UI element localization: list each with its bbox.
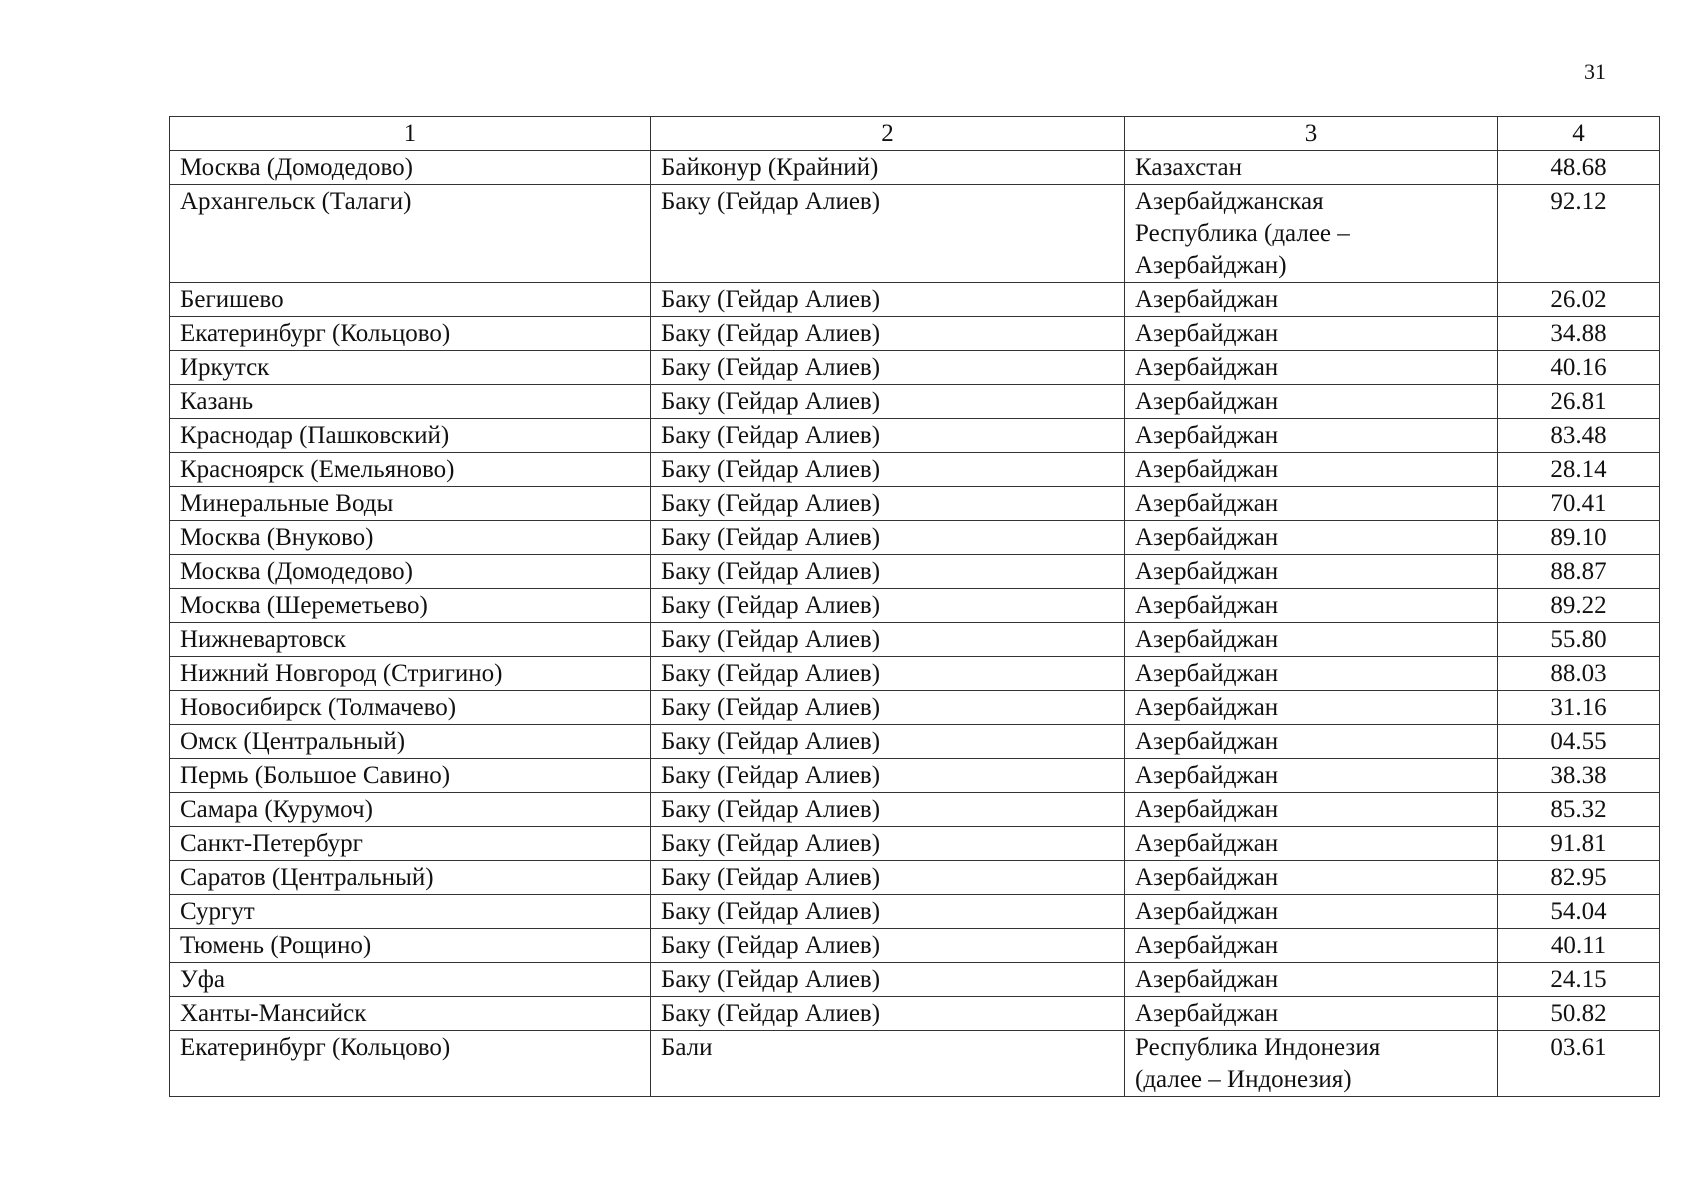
table-row xyxy=(170,963,1660,997)
value-cell: 82.95 xyxy=(1498,861,1660,895)
departure-cell: Саратов (Центральный) xyxy=(170,861,651,895)
departure-cell: Сургут xyxy=(170,895,651,929)
destination-cell: Баку (Гейдар Алиев) xyxy=(651,997,1125,1031)
country-cell: Азербайджан xyxy=(1125,487,1498,521)
country-cell: Азербайджан xyxy=(1125,895,1498,929)
country-cell: Азербайджан xyxy=(1125,793,1498,827)
departure-cell: Пермь (Большое Савино) xyxy=(170,759,651,793)
country-cell: Азербайджан xyxy=(1125,385,1498,419)
table-row xyxy=(170,997,1660,1031)
country-cell: Азербайджанская Республика (далее – Азербайджан) xyxy=(1125,185,1498,283)
country-cell: Азербайджан xyxy=(1125,317,1498,351)
departure-cell: Красноярск (Емельяново) xyxy=(170,453,651,487)
country-cell: Азербайджан xyxy=(1125,759,1498,793)
departure-cell: Краснодар (Пашковский) xyxy=(170,419,651,453)
country-cell: Азербайджан xyxy=(1125,725,1498,759)
country-cell: Азербайджан xyxy=(1125,861,1498,895)
departure-cell: Тюмень (Рощино) xyxy=(170,929,651,963)
country-cell: Азербайджан xyxy=(1125,929,1498,963)
departure-cell: Омск (Центральный) xyxy=(170,725,651,759)
page-number: 31 xyxy=(1584,59,1606,84)
table-row xyxy=(170,317,1660,351)
destination-cell: Баку (Гейдар Алиев) xyxy=(651,827,1125,861)
value-cell: 92.12 xyxy=(1498,185,1660,283)
table-row xyxy=(170,589,1660,623)
country-cell: Казахстан xyxy=(1125,151,1498,185)
table-row xyxy=(170,1031,1660,1097)
table-row xyxy=(170,453,1660,487)
departure-cell: Екатеринбург (Кольцово) xyxy=(170,1031,651,1097)
table-row xyxy=(170,861,1660,895)
table-row xyxy=(170,351,1660,385)
table-row xyxy=(170,283,1660,317)
value-cell: 26.81 xyxy=(1498,385,1660,419)
table-row xyxy=(170,759,1660,793)
departure-cell: Иркутск xyxy=(170,351,651,385)
value-cell: 28.14 xyxy=(1498,453,1660,487)
table-row xyxy=(170,895,1660,929)
departure-cell: Москва (Внуково) xyxy=(170,521,651,555)
table-row xyxy=(170,657,1660,691)
country-cell: Азербайджан xyxy=(1125,521,1498,555)
departure-cell: Москва (Домодедово) xyxy=(170,151,651,185)
destination-cell: Баку (Гейдар Алиев) xyxy=(651,385,1125,419)
value-cell: 91.81 xyxy=(1498,827,1660,861)
departure-cell: Минеральные Воды xyxy=(170,487,651,521)
table-row xyxy=(170,623,1660,657)
table-row xyxy=(170,385,1660,419)
value-cell: 89.22 xyxy=(1498,589,1660,623)
value-cell: 70.41 xyxy=(1498,487,1660,521)
destination-cell: Баку (Гейдар Алиев) xyxy=(651,759,1125,793)
departure-cell: Нижний Новгород (Стригино) xyxy=(170,657,651,691)
country-cell: Азербайджан xyxy=(1125,351,1498,385)
country-cell: Азербайджан xyxy=(1125,827,1498,861)
value-cell: 88.87 xyxy=(1498,555,1660,589)
departure-cell: Москва (Шереметьево) xyxy=(170,589,651,623)
value-cell: 40.11 xyxy=(1498,929,1660,963)
destination-cell: Бали xyxy=(651,1031,1125,1097)
value-cell: 34.88 xyxy=(1498,317,1660,351)
destination-cell: Баку (Гейдар Алиев) xyxy=(651,555,1125,589)
value-cell: 89.10 xyxy=(1498,521,1660,555)
destination-cell: Баку (Гейдар Алиев) xyxy=(651,453,1125,487)
destination-cell: Баку (Гейдар Алиев) xyxy=(651,895,1125,929)
value-cell: 88.03 xyxy=(1498,657,1660,691)
departure-cell: Архангельск (Талаги) xyxy=(170,185,651,283)
destination-cell: Баку (Гейдар Алиев) xyxy=(651,623,1125,657)
value-cell: 48.68 xyxy=(1498,151,1660,185)
destination-cell: Баку (Гейдар Алиев) xyxy=(651,185,1125,283)
table-row xyxy=(170,555,1660,589)
table-row xyxy=(170,419,1660,453)
value-cell: 83.48 xyxy=(1498,419,1660,453)
destination-cell: Баку (Гейдар Алиев) xyxy=(651,351,1125,385)
destination-cell: Баку (Гейдар Алиев) xyxy=(651,521,1125,555)
country-cell: Азербайджан xyxy=(1125,657,1498,691)
value-cell: 55.80 xyxy=(1498,623,1660,657)
table-row xyxy=(170,521,1660,555)
departure-cell: Москва (Домодедово) xyxy=(170,555,651,589)
column-header-1: 1 xyxy=(170,117,651,151)
destination-cell: Баку (Гейдар Алиев) xyxy=(651,487,1125,521)
destination-cell: Байконур (Крайний) xyxy=(651,151,1125,185)
destination-cell: Баку (Гейдар Алиев) xyxy=(651,929,1125,963)
country-cell: Азербайджан xyxy=(1125,419,1498,453)
country-cell: Азербайджан xyxy=(1125,691,1498,725)
table-body xyxy=(170,151,1660,1097)
table-row xyxy=(170,487,1660,521)
destination-cell: Баку (Гейдар Алиев) xyxy=(651,725,1125,759)
departure-cell: Ханты-Мансийск xyxy=(170,997,651,1031)
departure-cell: Нижневартовск xyxy=(170,623,651,657)
destination-cell: Баку (Гейдар Алиев) xyxy=(651,691,1125,725)
value-cell: 31.16 xyxy=(1498,691,1660,725)
destination-cell: Баку (Гейдар Алиев) xyxy=(651,861,1125,895)
destination-cell: Баку (Гейдар Алиев) xyxy=(651,419,1125,453)
table-row xyxy=(170,827,1660,861)
country-cell: Азербайджан xyxy=(1125,453,1498,487)
country-cell: Азербайджан xyxy=(1125,589,1498,623)
value-cell: 26.02 xyxy=(1498,283,1660,317)
country-cell: Республика Индонезия (далее – Индонезия) xyxy=(1125,1031,1498,1097)
value-cell: 50.82 xyxy=(1498,997,1660,1031)
value-cell: 24.15 xyxy=(1498,963,1660,997)
value-cell: 04.55 xyxy=(1498,725,1660,759)
value-cell: 40.16 xyxy=(1498,351,1660,385)
destination-cell: Баку (Гейдар Алиев) xyxy=(651,283,1125,317)
value-cell: 03.61 xyxy=(1498,1031,1660,1097)
departure-cell: Екатеринбург (Кольцово) xyxy=(170,317,651,351)
country-cell: Азербайджан xyxy=(1125,997,1498,1031)
table-row xyxy=(170,185,1660,283)
table-row xyxy=(170,929,1660,963)
country-cell: Азербайджан xyxy=(1125,963,1498,997)
table-row xyxy=(170,151,1660,185)
value-cell: 85.32 xyxy=(1498,793,1660,827)
destination-cell: Баку (Гейдар Алиев) xyxy=(651,963,1125,997)
departure-cell: Санкт-Петербург xyxy=(170,827,651,861)
value-cell: 54.04 xyxy=(1498,895,1660,929)
departure-cell: Уфа xyxy=(170,963,651,997)
table-header-row xyxy=(170,117,1660,151)
departure-cell: Самара (Курумоч) xyxy=(170,793,651,827)
departure-cell: Новосибирск (Толмачево) xyxy=(170,691,651,725)
column-header-3: 3 xyxy=(1125,117,1498,151)
column-header-2: 2 xyxy=(651,117,1125,151)
column-header-4: 4 xyxy=(1498,117,1660,151)
table-row xyxy=(170,725,1660,759)
destination-cell: Баку (Гейдар Алиев) xyxy=(651,793,1125,827)
country-cell: Азербайджан xyxy=(1125,623,1498,657)
routes-table xyxy=(169,116,1660,1097)
destination-cell: Баку (Гейдар Алиев) xyxy=(651,657,1125,691)
table-row xyxy=(170,691,1660,725)
country-cell: Азербайджан xyxy=(1125,555,1498,589)
value-cell: 38.38 xyxy=(1498,759,1660,793)
departure-cell: Казань xyxy=(170,385,651,419)
destination-cell: Баку (Гейдар Алиев) xyxy=(651,589,1125,623)
table-row xyxy=(170,793,1660,827)
country-cell: Азербайджан xyxy=(1125,283,1498,317)
destination-cell: Баку (Гейдар Алиев) xyxy=(651,317,1125,351)
departure-cell: Бегишево xyxy=(170,283,651,317)
